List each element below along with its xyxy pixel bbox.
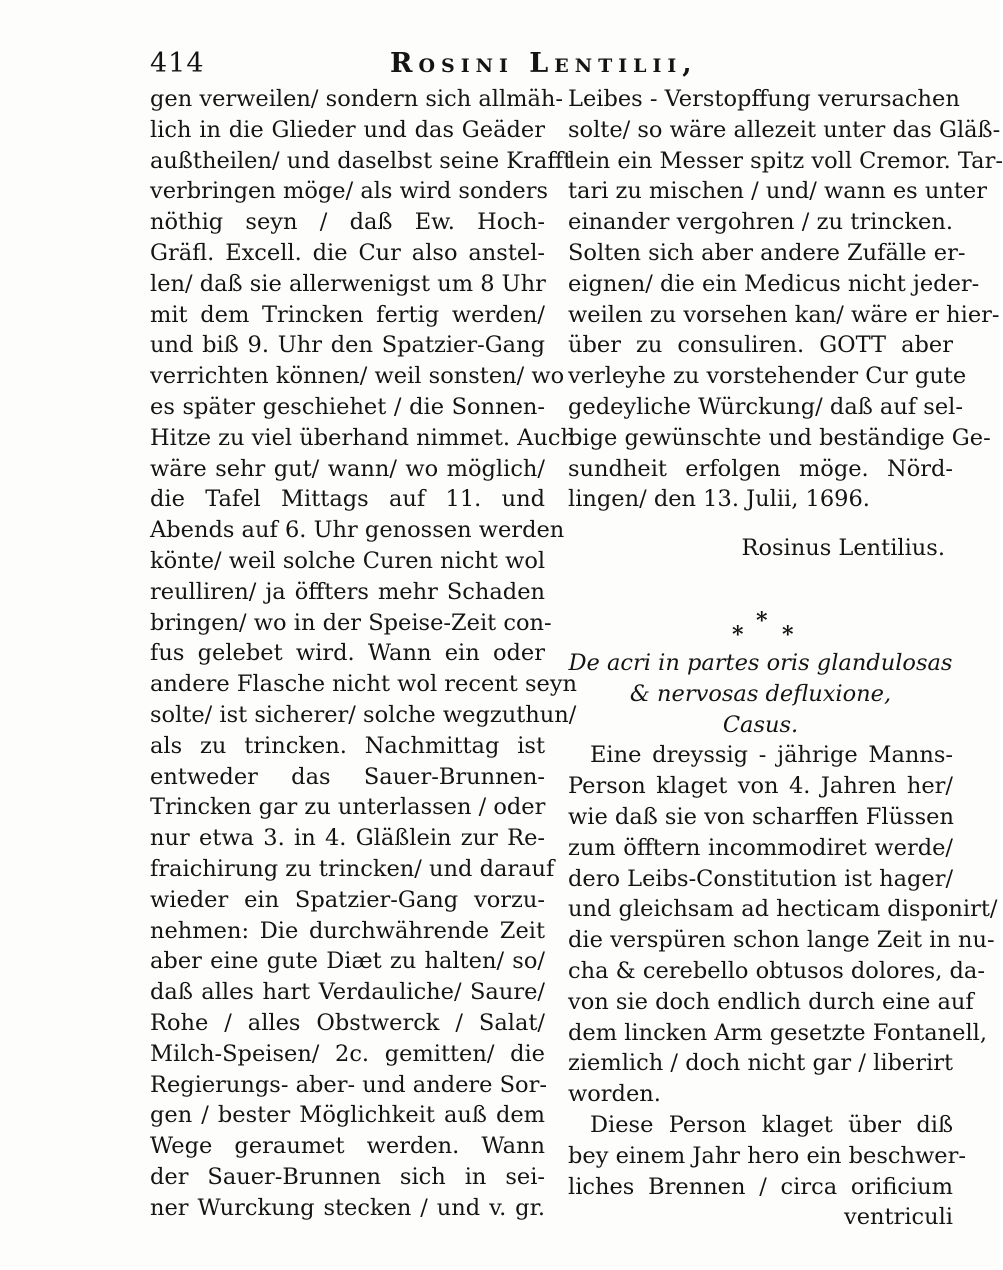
text-line: Hitze zu viel überhand nimmet. Auch (150, 424, 576, 451)
text-line: dero Leibs-Constitution ist hager/ (568, 865, 954, 892)
text-line: Solten sich aber andere Zufälle er- (568, 239, 966, 266)
text-line: sundheit erfolgen möge. Nörd- (568, 455, 953, 482)
text-line: von sie doch endlich durch eine auf (568, 988, 974, 1015)
text-line: Milch-Speisen/ 2c. gemitten/ die (150, 1040, 545, 1067)
asterisk: * (756, 607, 768, 634)
text-line: verrichten können/ weil sonsten/ wo (150, 363, 565, 390)
text-line: bige gewünschte und beständige Ge- (568, 424, 991, 451)
text-line: bringen/ wo in der Speise-Zeit con- (150, 609, 552, 636)
text-line: tari zu mischen / und/ wann es unter (568, 178, 987, 205)
text-line: Regierungs- aber- und andere Sor- (150, 1071, 547, 1098)
text-line: andere Flasche nicht wol recent seyn (150, 671, 578, 698)
text-line: Wege geraumet werden. Wann (150, 1133, 545, 1160)
text-line: daß alles hart Verdauliche/ Saure/ (150, 979, 545, 1006)
signature: Rosinus Lentilius. (741, 535, 945, 562)
page-header (150, 44, 950, 88)
text-line: außtheilen/ und daselbst seine Krafft (150, 147, 573, 174)
text-line: es später geschiehet / die Sonnen- (150, 393, 545, 420)
casus-title-line: De acri in partes oris glandulosas (568, 649, 953, 676)
text-line: Gräfl. Excell. die Cur also anstel- (150, 239, 545, 266)
text-line: verleyhe zu vorstehender Cur gute (568, 363, 967, 390)
text-line: und biß 9. Uhr den Spatzier-Gang (150, 332, 545, 359)
text-line: nehmen: Die durchwährende Zeit (150, 917, 545, 944)
text-line: der Sauer-Brunnen sich in sei- (150, 1163, 545, 1190)
text-line: Person klaget von 4. Jahren her/ (568, 773, 953, 800)
running-head: Rosini Lentilii, (390, 48, 698, 79)
text-line: lingen/ den 13. Julii, 1696. (568, 486, 870, 513)
text-line: als zu trincken. Nachmittag ist (150, 732, 545, 759)
spacer (568, 515, 953, 533)
text-line: gen / bester Möglichkeit auß dem (150, 1102, 545, 1129)
page-number: 414 (150, 48, 205, 79)
text-line: zum öfftern incommodiret werde/ (568, 834, 953, 861)
text-line: solte/ ist sicherer/ solche wegzuthun/ (150, 701, 577, 728)
text-line: solte/ so wäre allezeit unter das Gläß- (568, 116, 1001, 143)
text-line: Leibes - Verstopffung verursachen (568, 86, 960, 112)
casus-title-line: & nervosas defluxione, (629, 680, 892, 707)
text-line: gedeyliche Würckung/ daß auf sel- (568, 393, 963, 420)
text-line: Abends auf 6. Uhr genossen werden (150, 517, 565, 544)
text-line: lein ein Messer spitz voll Cremor. Tar- (568, 147, 1003, 174)
text-line: ziemlich / doch nicht gar / liberirt (568, 1050, 953, 1077)
asterisk: * (782, 621, 794, 648)
text-line: entweder das Sauer-Brunnen- (150, 763, 545, 790)
text-line: bey einem Jahr hero ein beschwer- (568, 1142, 966, 1169)
text-line: und gleichsam ad hecticam disponirt/ (568, 896, 998, 923)
text-line: len/ daß sie allerwenigst um 8 Uhr (150, 270, 546, 297)
catchword: ventriculi (844, 1204, 953, 1231)
text-line: nöthig seyn / daß Ew. Hoch- (150, 209, 545, 236)
text-line: fraichirung zu trincken/ und darauf (150, 855, 555, 882)
asterisk: * (732, 621, 744, 648)
text-line: worden. (568, 1081, 661, 1108)
text-line: über zu consuliren. GOTT aber (568, 332, 953, 359)
text-line: wäre sehr gut/ wann/ wo möglich/ (150, 455, 545, 482)
text-line: gen verweilen/ sondern sich allmäh- (150, 86, 563, 112)
text-line: reulliren/ ja öffters mehr Schaden (150, 578, 545, 605)
text-line: eignen/ die ein Medicus nicht jeder- (568, 270, 980, 297)
text-line: könte/ weil solche Curen nicht wol (150, 547, 546, 574)
asterism (568, 608, 953, 648)
left-column (150, 84, 578, 1223)
text-line: Trincken gar zu unterlassen / oder (150, 794, 546, 821)
text-line: verbringen möge/ als wird sonders (150, 178, 549, 205)
text-line: die verspüren schon lange Zeit in nu- (568, 927, 995, 954)
text-line: Rohe / alles Obstwerck / Salat/ (150, 1009, 545, 1036)
text-line: weilen zu vorsehen kan/ wäre er hier- (568, 301, 1000, 328)
text-line: wieder ein Spatzier-Gang vorzu- (150, 886, 545, 913)
text-line: Diese Person klaget über diß (590, 1111, 953, 1138)
text-line: lich in die Glieder und das Geäder (150, 116, 545, 143)
text-line: nur etwa 3. in 4. Gläßlein zur Re- (150, 825, 545, 852)
text-line: einander vergohren / zu trincken. (568, 209, 953, 236)
casus-title-line: Casus. (722, 711, 799, 738)
text-line: die Tafel Mittags auf 11. und (150, 486, 545, 513)
right-column (568, 84, 1003, 1233)
text-line: ner Wurckung stecken / und v. gr. (150, 1194, 545, 1221)
text-line: wie daß sie von scharffen Flüssen (568, 803, 954, 830)
text-line: mit dem Trincken fertig werden/ (150, 301, 545, 328)
text-line: aber eine gute Diæt zu halten/ so/ (150, 948, 545, 975)
text-line: Eine dreyssig - jährige Manns- (590, 742, 953, 769)
text-line: fus gelebet wird. Wann ein oder (150, 640, 545, 667)
text-line: dem lincken Arm gesetzte Fontanell, (568, 1019, 987, 1046)
text-line: liches Brennen / circa orificium (568, 1173, 953, 1200)
spacer (568, 564, 953, 608)
text-line: cha & cerebello obtusos dolores, da- (568, 957, 985, 984)
